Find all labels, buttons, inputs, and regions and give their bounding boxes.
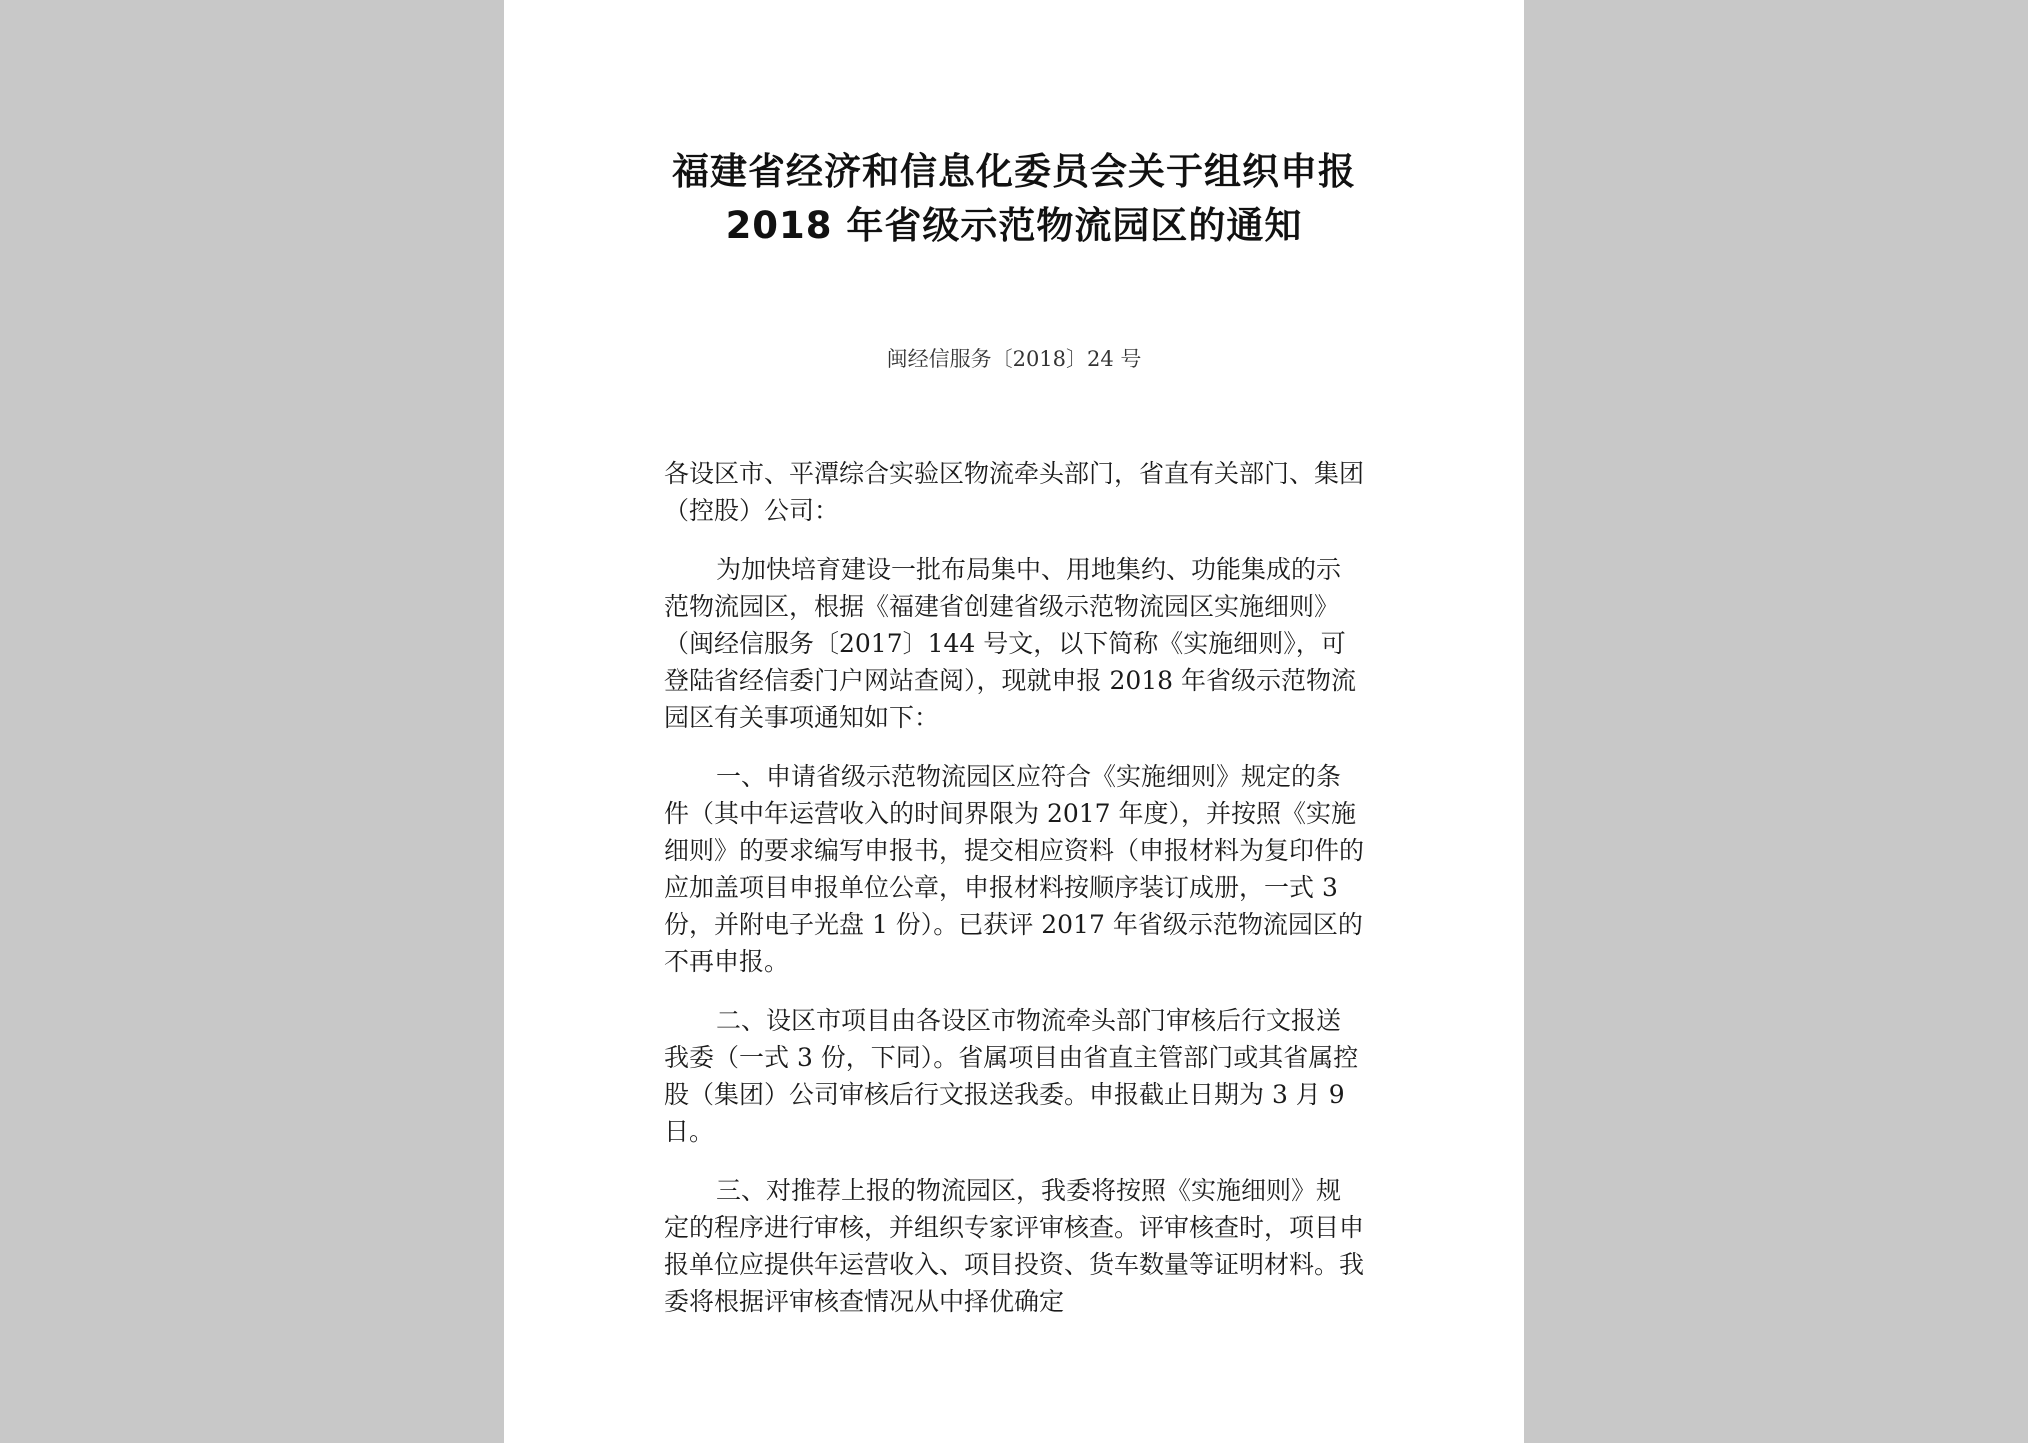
document-number: 闽经信服务〔2018〕24 号 (886, 347, 1142, 371)
document-page (504, 0, 1524, 1443)
document-body (664, 455, 1364, 1342)
paragraph-2: 二、设区市项目由各设区市物流牵头部门审核后行文报送我委（一式 3 份，下同）。省属项目由省直主管部门或其省属控股（集团）公司审核后行文报送我委。申报截止日期为 3 月 9 日。 (664, 1006, 1359, 1146)
title-line-2: 2018 年省级示范物流园区的通知 (725, 204, 1303, 247)
paragraph-3: 三、对推荐上报的物流园区，我委将按照《实施细则》规定的程序进行审核，并组织专家评审核查。评审核查时，项目申报单位应提供年运营收入、项目投资、货车数量等证明材料。我委将根据评审核查情况从中择优确定 (664, 1176, 1365, 1316)
document-title (504, 145, 1524, 253)
paragraph-1: 一、申请省级示范物流园区应符合《实施细则》规定的条件（其中年运营收入的时间界限为 2017 年度），并按照《实施细则》的要求编写申报书，提交相应资料（申报材料为复印件的应加盖项目申报单位公章，申报材料按顺序装订成册，一式 3 份，并附电子光盘 1 份）。已获评 2017 年省级示范物流园区的不再申报。 (664, 762, 1365, 976)
paragraph-intro: 为加快培育建设一批布局集中、用地集约、功能集成的示范物流园区，根据《福建省创建省级示范物流园区实施细则》（闽经信服务〔2017〕144 号文，以下简称《实施细则》，可登陆省经信委门户网站查阅），现就申报 2018 年省级示范物流园区有关事项通知如下： (664, 555, 1357, 732)
title-line-1: 福建省经济和信息化委员会关于组织申报 (672, 150, 1356, 193)
addressee: 各设区市、平潭综合实验区物流牵头部门，省直有关部门、集团（控股）公司： (664, 459, 1365, 525)
